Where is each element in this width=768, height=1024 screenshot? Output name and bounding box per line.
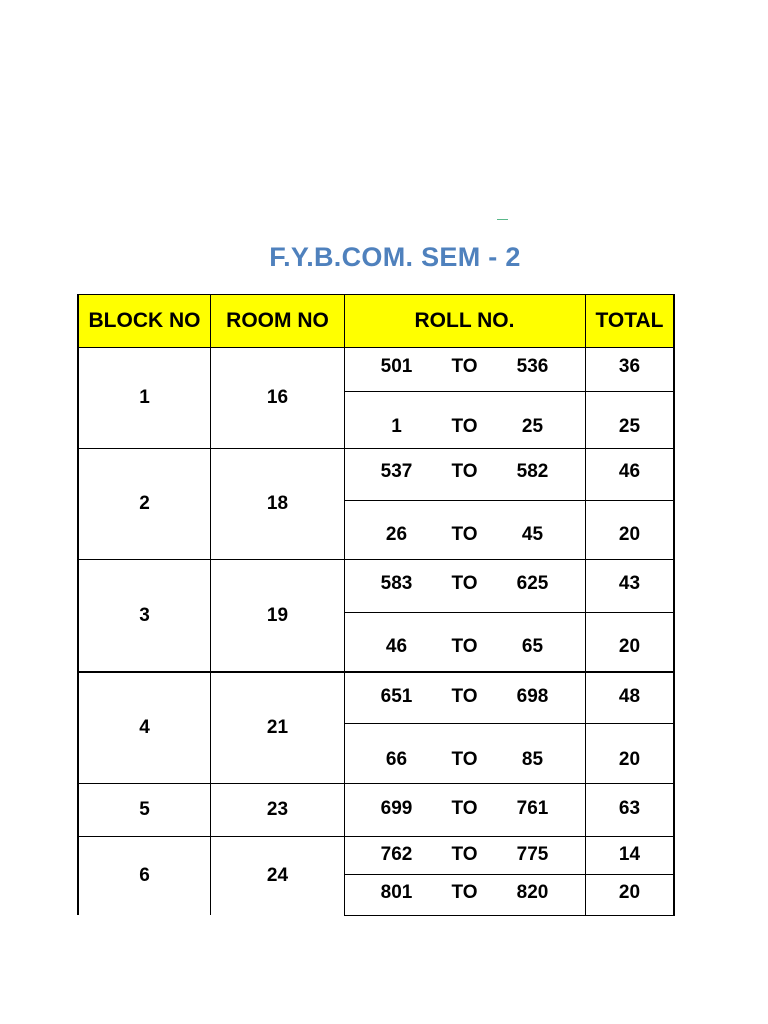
room-cell: 21 <box>266 716 289 738</box>
block-cell: 3 <box>139 604 150 626</box>
block-cell: 4 <box>139 716 150 738</box>
grid-line <box>344 723 675 724</box>
roll-range-cell: 699 TO 761 <box>380 798 549 819</box>
grid-line <box>344 915 675 916</box>
block-cell: 5 <box>139 799 150 820</box>
roll-range-cell: 801 TO 820 <box>380 882 549 903</box>
total-cell: 36 <box>618 356 641 377</box>
roll-range-cell: 762 TO 775 <box>380 844 549 865</box>
grid-line <box>344 294 345 916</box>
block-cell: 2 <box>139 493 150 514</box>
roll-range-cell: 537 TO 582 <box>380 461 549 482</box>
roll-range-cell: 501 TO 536 <box>380 356 549 377</box>
grid-line <box>77 294 675 295</box>
grid-line <box>77 448 675 449</box>
block-cell: 6 <box>139 864 150 886</box>
total-cell: 20 <box>618 882 641 903</box>
header-room-no: ROOM NO <box>211 295 344 347</box>
grid-line <box>210 294 211 915</box>
total-cell: 14 <box>618 844 641 865</box>
grid-line <box>344 612 675 613</box>
grid-line <box>77 671 675 673</box>
roll-range-cell: 1 TO 25 <box>391 416 544 437</box>
block-cell: 1 <box>139 387 150 408</box>
roll-range-cell: 66 TO 85 <box>385 749 544 770</box>
total-cell: 20 <box>618 636 641 657</box>
grid-line <box>77 294 79 915</box>
grid-line <box>344 500 675 501</box>
room-cell: 23 <box>266 799 289 820</box>
room-cell: 19 <box>266 604 289 626</box>
room-cell: 24 <box>266 864 289 886</box>
roll-range-cell: 26 TO 45 <box>385 524 544 545</box>
total-cell: 20 <box>618 524 641 545</box>
header-block-no: BLOCK NO <box>78 295 211 347</box>
total-cell: 63 <box>618 798 641 819</box>
header-total: TOTAL <box>585 295 674 347</box>
grid-line <box>673 294 675 916</box>
grid-line <box>77 559 675 560</box>
header-roll-no: ROLL NO. <box>344 295 585 347</box>
grid-line <box>77 836 675 837</box>
total-cell: 25 <box>618 416 641 437</box>
roll-range-cell: 651 TO 698 <box>380 686 549 707</box>
roll-range-cell: 46 TO 65 <box>385 636 544 657</box>
grid-line <box>77 783 675 784</box>
room-cell: 18 <box>266 493 289 514</box>
grid-line <box>344 391 675 392</box>
room-cell: 16 <box>266 387 289 408</box>
total-cell: 46 <box>618 461 641 482</box>
page-title: F.Y.B.COM. SEM - 2 <box>269 242 521 272</box>
total-cell: 20 <box>618 749 641 770</box>
grid-line <box>77 347 675 348</box>
total-cell: 48 <box>618 686 641 707</box>
grid-line <box>585 294 586 916</box>
roll-range-cell: 583 TO 625 <box>380 573 549 594</box>
grid-line <box>344 874 675 875</box>
total-cell: 43 <box>618 573 641 594</box>
